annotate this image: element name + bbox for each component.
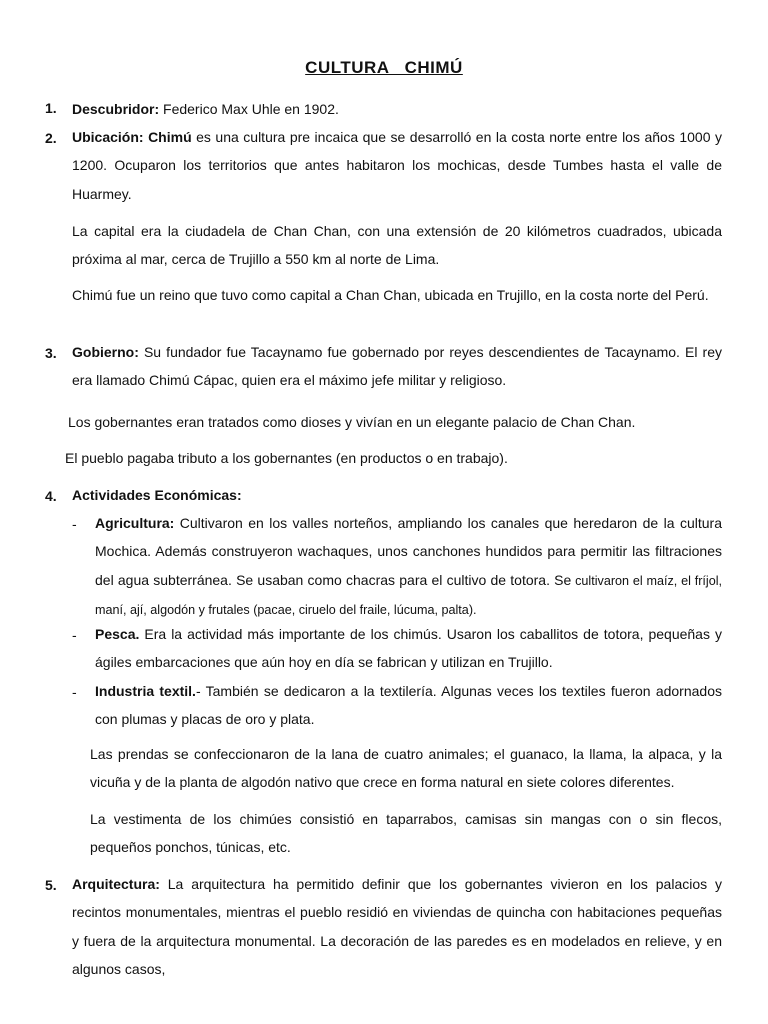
textil-paragraph: Las prendas se confeccionaron de la lana de cuatro animales; el guanaco, la llama, la alpaca, y la vicuña y de la planta de algodón nativo que crece en forma natural en siete colores diferentes. <box>90 746 722 791</box>
actividad-textil <box>95 677 722 734</box>
bullet-dash: - <box>72 516 77 532</box>
item-gobierno <box>72 338 722 395</box>
bullet-dash: - <box>72 627 77 643</box>
textil-paragraph: La vestimenta de los chimúes consistió en taparrabos, camisas sin mangas con o sin flecos, pequeños ponchos, túnicas, etc. <box>90 811 722 856</box>
actividad-agricultura <box>95 509 722 624</box>
actividad-text: Era la actividad más importante de los chimús. Usaron los caballitos de totora, pequeñas y ágiles embarcaciones que aún hoy en día se fabrican y utilizan en Trujillo. <box>95 626 722 671</box>
item-text: La arquitectura ha permitido definir que los gobernantes vivieron en los palacios y recintos monumentales, mientras el pueblo residió en viviendas de quincha con habitaciones pequeñas y fuera de la arquitectura monumental. La decoración de las paredes es en modelados en relieve, y en algunos casos, <box>72 876 722 977</box>
actividad-text: Cultivaron en los valles norteños, ampliando los canales que heredaron de la cultura Mochica. Además construyeron wachaques, unos canchones hundidos para permitir las filtraciones del agua subterránea. Se usaban como chacras para el cultivo de totora. Se <box>95 515 722 588</box>
gobierno-paragraph: Los gobernantes eran tratados como dioses y vivían en un elegante palacio de Chan Chan. <box>68 414 636 430</box>
gobierno-paragraph: El pueblo pagaba tributo a los gobernantes (en productos o en trabajo). <box>65 450 508 466</box>
item-text: es una cultura pre incaica que se desarrolló en la costa norte entre los años 1000 y 1200. Ocuparon los territorios que antes habitaron los mochicas, desde Tumbes hasta el valle de Huarmey. <box>72 129 722 202</box>
actividad-label: Agricultura: <box>95 515 175 531</box>
item-label: Actividades Económicas: <box>72 487 242 503</box>
bullet-dash: - <box>72 684 77 700</box>
item-label: Gobierno: <box>72 344 139 360</box>
ubicacion-paragraph: La capital era la ciudadela de Chan Chan, con una extensión de 20 kilómetros cuadrados, ubicada próxima al mar, cerca de Trujillo a 550 km al norte de Lima. <box>72 223 722 268</box>
item-ubicacion <box>72 123 722 208</box>
item-text: Su fundador fue Tacaynamo fue gobernado por reyes descendientes de Tacaynamo. El rey era llamado Chimú Cápac, quien era el máximo jefe militar y religioso. <box>72 344 722 389</box>
item-number: 5. <box>45 877 57 893</box>
page-title: CULTURA CHIMÚ <box>305 58 463 77</box>
item-label: Descubridor: <box>72 101 160 117</box>
actividad-label: Pesca. <box>95 626 140 642</box>
actividad-text-small: cultivaron el maíz, el fríjol, maní, ají, algodón y frutales (pacae, ciruelo del fraile, lúcuma, palta). <box>95 573 723 617</box>
item-number: 2. <box>45 130 57 146</box>
item-number: 3. <box>45 345 57 361</box>
item-label: Arquitectura: <box>72 876 160 892</box>
actividad-pesca <box>95 620 722 677</box>
item-descubridor <box>72 95 722 123</box>
item-arquitectura <box>72 870 722 983</box>
item-number: 1. <box>45 100 57 116</box>
ubicacion-paragraph: Chimú fue un reino que tuvo como capital a Chan Chan, ubicada en Trujillo, en la costa norte del Perú. <box>72 287 709 303</box>
actividad-text: - También se dedicaron a la textilería. Algunas veces los textiles fueron adornados con plumas y placas de oro y plata. <box>95 683 722 728</box>
actividad-label: Industria textil. <box>95 683 196 699</box>
item-label: Ubicación: Chimú <box>72 129 192 145</box>
item-actividades <box>72 481 722 509</box>
item-text: Federico Max Uhle en 1902. <box>159 101 339 117</box>
item-number: 4. <box>45 488 57 504</box>
